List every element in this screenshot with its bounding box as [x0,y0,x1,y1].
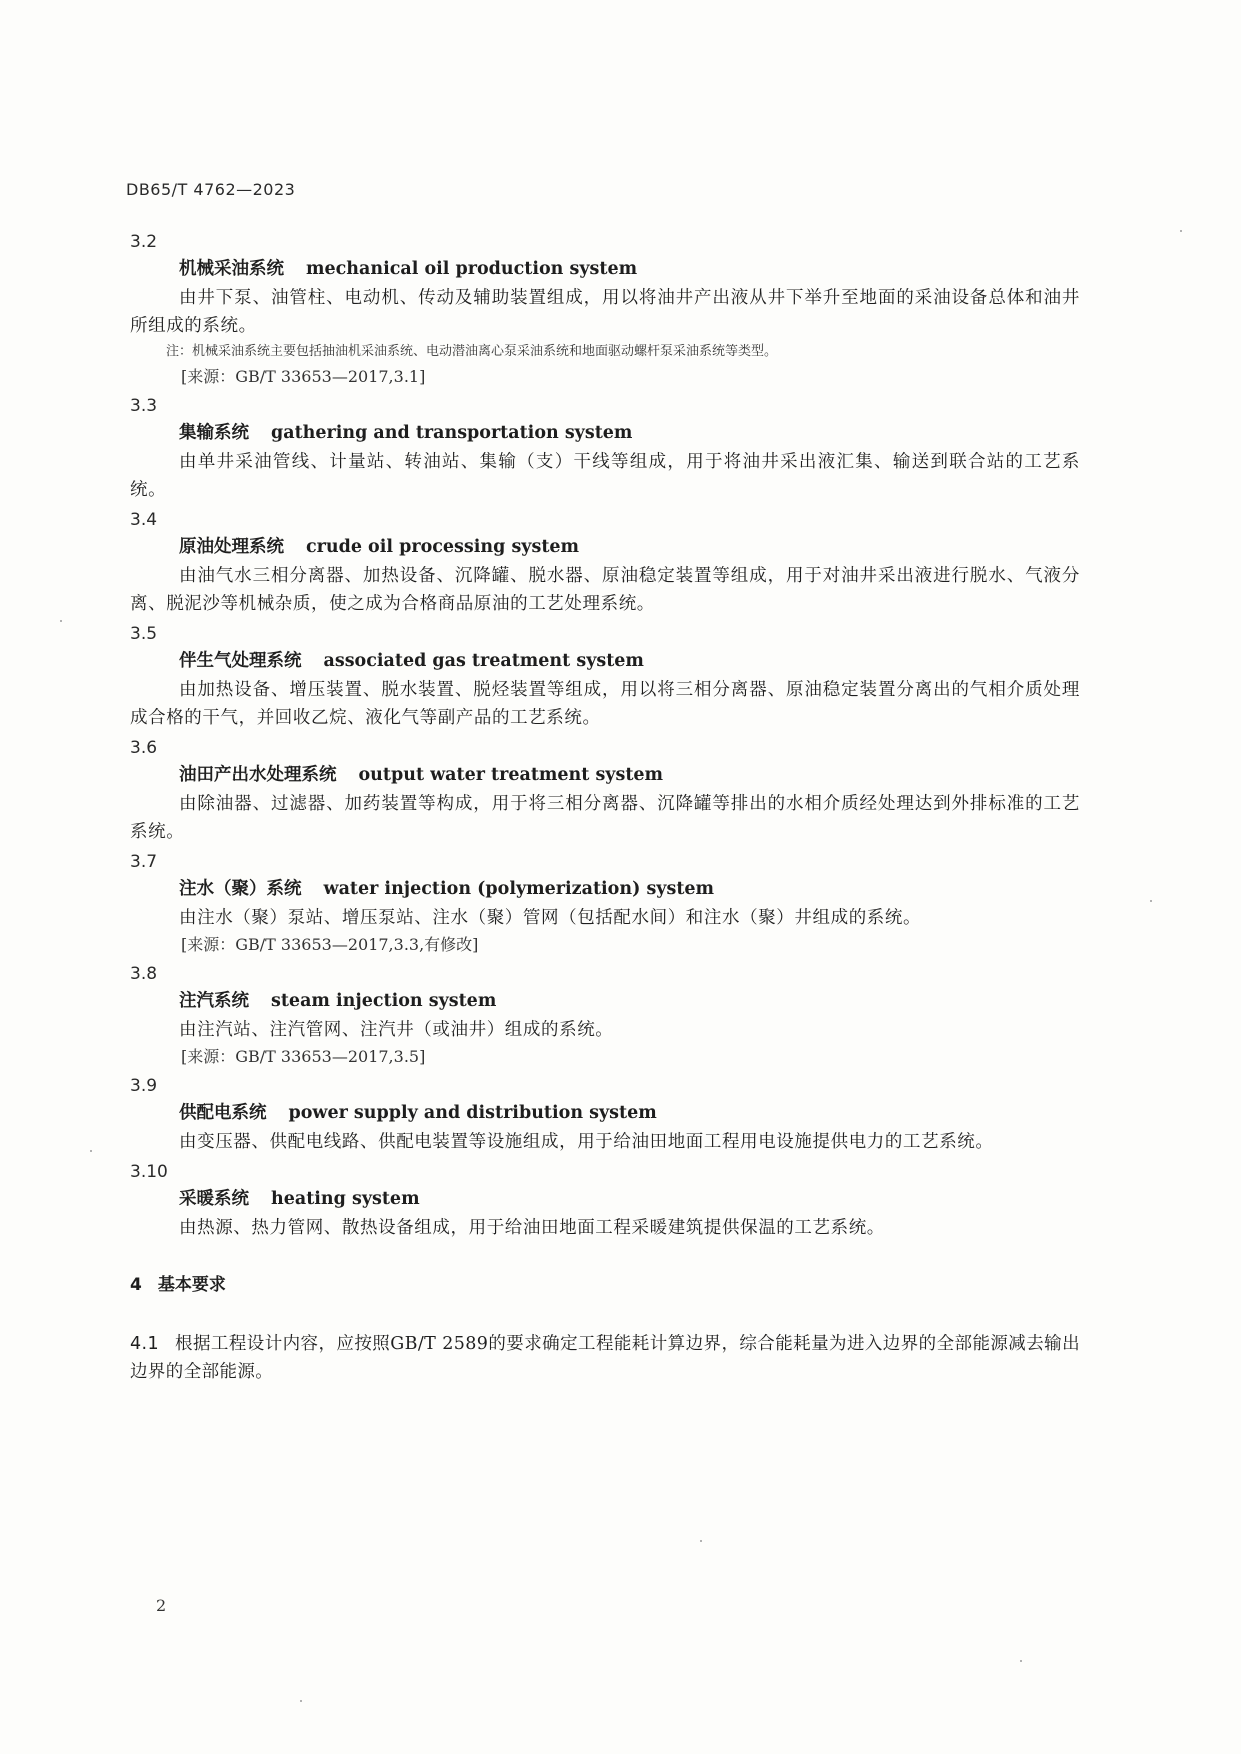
term-definition: 由除油器、过滤器、加药装置等构成，用于将三相分离器、沉降罐等排出的水相介质经处理达到外排标准的工艺系统。 [130,794,1080,842]
document-body [130,230,1080,1386]
term-source: [来源：GB/T 33653—2017,3.3,有修改] [181,935,479,954]
term-number: 3.10 [130,1162,168,1182]
term-definition: 由单井采油管线、计量站、转油站、集输（支）干线等组成，用于将油井采出液汇集、输送到联合站的工艺系统。 [130,452,1080,500]
term-title-en: associated gas treatment system [323,651,644,671]
section-number: 4 [130,1275,142,1295]
term-title-en: crude oil processing system [306,537,580,557]
term-title-zh: 油田产出水处理系统 [179,765,337,785]
term-definition: 由注水（聚）泵站、增压泵站、注水（聚）管网（包括配水间）和注水（聚）井组成的系统。 [179,908,922,928]
term-title [179,419,1080,448]
term-title [179,1099,1080,1128]
term-number: 3.9 [130,1076,158,1096]
term-title-zh: 采暖系统 [179,1189,249,1209]
term-source: [来源：GB/T 33653—2017,3.1] [181,367,426,386]
term-title-zh: 注汽系统 [179,991,249,1011]
term-number: 3.3 [130,396,158,416]
term-3-6 [130,736,1080,846]
term-note: 注：机械采油系统主要包括抽油机采油系统、电动潜油离心泵采油系统和地面驱动螺杆泵采油系统等类型。 [166,344,778,359]
term-title-en: gathering and transportation system [271,423,633,443]
term-title [179,1185,1080,1214]
term-number: 3.8 [130,964,158,984]
term-title [179,255,1080,284]
term-title-zh: 伴生气处理系统 [179,651,302,671]
term-definition: 由热源、热力管网、散热设备组成，用于给油田地面工程采暖建筑提供保温的工艺系统。 [179,1218,885,1238]
term-title [179,647,1080,676]
scan-speck [300,1700,302,1702]
term-number: 3.2 [130,232,158,252]
document-id: DB65/T 4762—2023 [126,180,296,199]
clause-number: 4.1 [130,1334,160,1354]
term-title-zh: 原油处理系统 [179,537,284,557]
term-number: 3.6 [130,738,158,758]
term-number: 3.4 [130,510,158,530]
scan-speck [90,1150,92,1152]
section-title: 基本要求 [157,1275,226,1295]
term-number: 3.7 [130,852,158,872]
term-title-zh: 集输系统 [179,423,249,443]
term-3-7 [130,850,1080,958]
term-definition: 由注汽站、注汽管网、注汽井（或油井）组成的系统。 [179,1020,614,1040]
term-3-3 [130,394,1080,504]
term-3-10 [130,1160,1080,1242]
term-definition: 由油气水三相分离器、加热设备、沉降罐、脱水器、原油稳定装置等组成，用于对油井采出液进行脱水、气液分离、脱泥沙等机械杂质，使之成为合格商品原油的工艺处理系统。 [130,566,1080,614]
term-title [179,761,1080,790]
term-title-zh: 供配电系统 [179,1103,267,1123]
clause-text: 根据工程设计内容，应按照GB/T 2589的要求确定工程能耗计算边界，综合能耗量为进入边界的全部能源减去输出边界的全部能源。 [130,1334,1080,1382]
section-heading [130,1270,1080,1300]
term-title-zh: 机械采油系统 [179,259,284,279]
term-3-4 [130,508,1080,618]
term-title-en: output water treatment system [358,765,664,785]
page-number: 2 [156,1596,167,1615]
term-title-zh: 注水（聚）系统 [179,879,302,899]
term-source: [来源：GB/T 33653—2017,3.5] [181,1047,426,1066]
scan-speck [700,1540,702,1542]
term-title [179,987,1080,1016]
term-title-en: mechanical oil production system [306,259,638,279]
term-title-en: heating system [271,1189,420,1209]
clause-4-1 [130,1330,1080,1386]
term-3-9 [130,1074,1080,1156]
term-definition: 由变压器、供配电线路、供配电装置等设施组成，用于给油田地面工程用电设施提供电力的工艺系统。 [179,1132,994,1152]
term-title [179,533,1080,562]
scan-speck [1150,900,1152,902]
term-title-en: power supply and distribution system [288,1103,657,1123]
term-number: 3.5 [130,624,158,644]
term-title-en: steam injection system [271,991,497,1011]
term-definition: 由井下泵、油管柱、电动机、传动及辅助装置组成，用以将油井产出液从井下举升至地面的采油设备总体和油井所组成的系统。 [130,288,1080,336]
term-3-2 [130,230,1080,390]
scan-speck [1180,230,1182,232]
scan-speck [60,620,62,622]
term-title [179,875,1080,904]
term-3-5 [130,622,1080,732]
scan-speck [1020,1660,1022,1662]
term-title-en: water injection (polymerization) system [323,879,715,899]
term-3-8 [130,962,1080,1070]
term-definition: 由加热设备、增压装置、脱水装置、脱烃装置等组成，用以将三相分离器、原油稳定装置分离出的气相介质处理成合格的干气，并回收乙烷、液化气等副产品的工艺系统。 [130,680,1080,728]
